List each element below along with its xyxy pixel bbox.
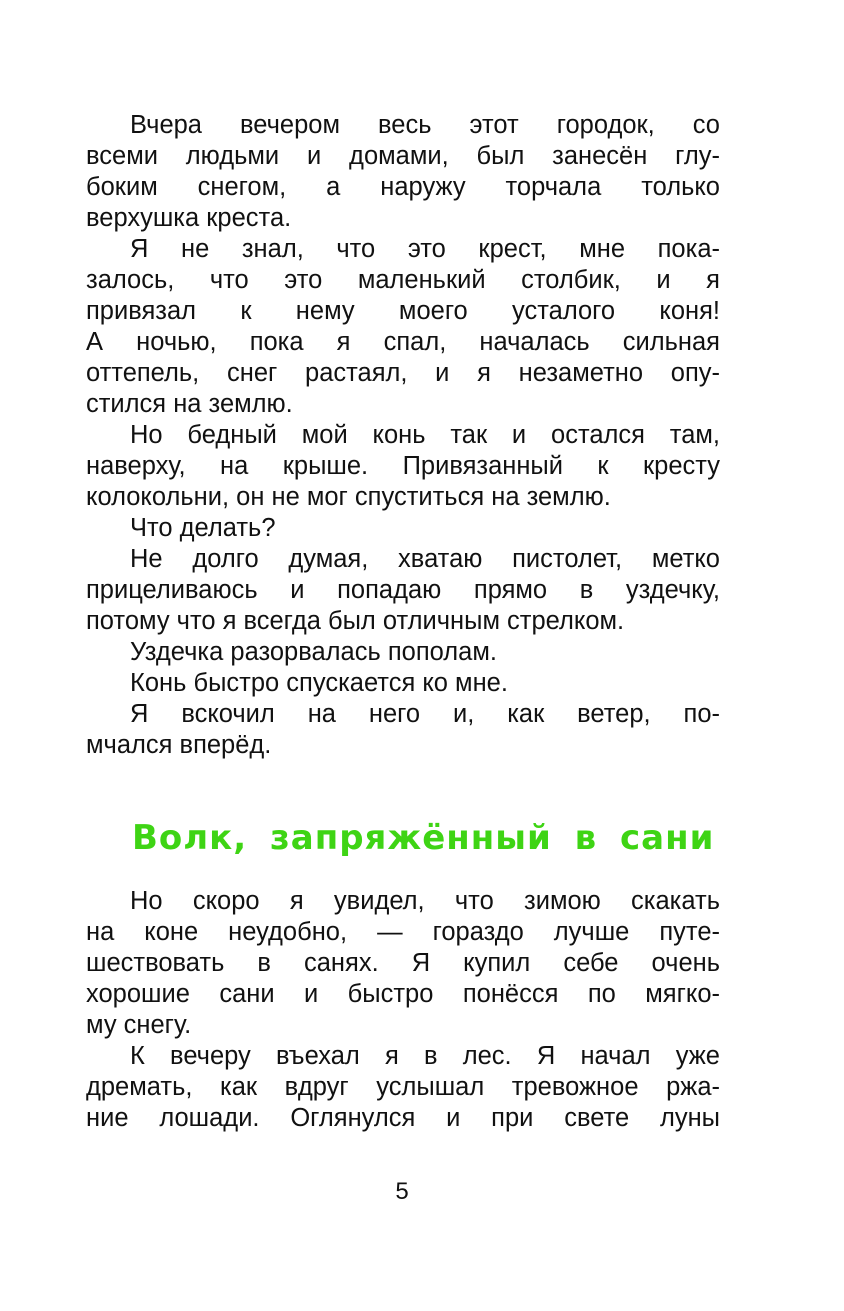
page-number: 5 (395, 1178, 409, 1205)
text-block-top (86, 110, 720, 761)
text-line: хорошие сани и быстро понёсся по мягко- (86, 980, 720, 1008)
text-line: К вечеру въехал я в лес. Я начал уже (130, 1042, 720, 1070)
text-line: стился на землю. (86, 390, 293, 418)
text-line: колокольни, он не мог спуститься на землю. (86, 483, 611, 511)
text-line: мчался вперёд. (86, 731, 272, 759)
text-line: Вчера вечером весь этот городок, со (130, 111, 720, 139)
text-line: залось, что это маленький столбик, и я (86, 266, 720, 294)
text-line: Не долго думая, хватаю пистолет, метко (130, 545, 720, 573)
text-line: Уздечка разорвалась пополам. (130, 638, 497, 666)
text-line: му снегу. (86, 1011, 192, 1039)
chapter-heading: Волк, запряжённый в сани (132, 818, 715, 858)
text-line: Что делать? (130, 514, 276, 542)
text-line: привязал к нему моего усталого коня! (86, 297, 720, 325)
text-line: оттепель, снег растаял, и я незаметно опу- (86, 359, 720, 387)
text-line: боким снегом, а наружу торчала только (86, 173, 720, 201)
text-line: Но скоро я увидел, что зимою скакать (130, 887, 720, 915)
text-line: Но бедный мой конь так и остался там, (130, 421, 720, 449)
text-line: ние лошади. Оглянулся и при свете луны (86, 1104, 720, 1132)
text-line: наверху, на крыше. Привязанный к кресту (86, 452, 720, 480)
text-line: всеми людьми и домами, был занесён глу- (86, 142, 720, 170)
text-line: верхушка креста. (86, 204, 292, 232)
text-line: А ночью, пока я спал, началась сильная (86, 328, 720, 356)
text-line: Я не знал, что это крест, мне пока- (130, 235, 720, 263)
text-line: дремать, как вдруг услышал тревожное ржа- (86, 1073, 720, 1101)
text-line: Я вскочил на него и, как ветер, по- (130, 700, 720, 728)
text-line: прицеливаюсь и попадаю прямо в уздечку, (86, 576, 720, 604)
text-line: на коне неудобно, — гораздо лучше путе- (86, 918, 720, 946)
text-line: Конь быстро спускается ко мне. (130, 669, 508, 697)
text-line: потому что я всегда был отличным стрелком. (86, 607, 625, 635)
text-line: шествовать в санях. Я купил себе очень (86, 949, 720, 977)
text-block-bottom (86, 886, 720, 1134)
